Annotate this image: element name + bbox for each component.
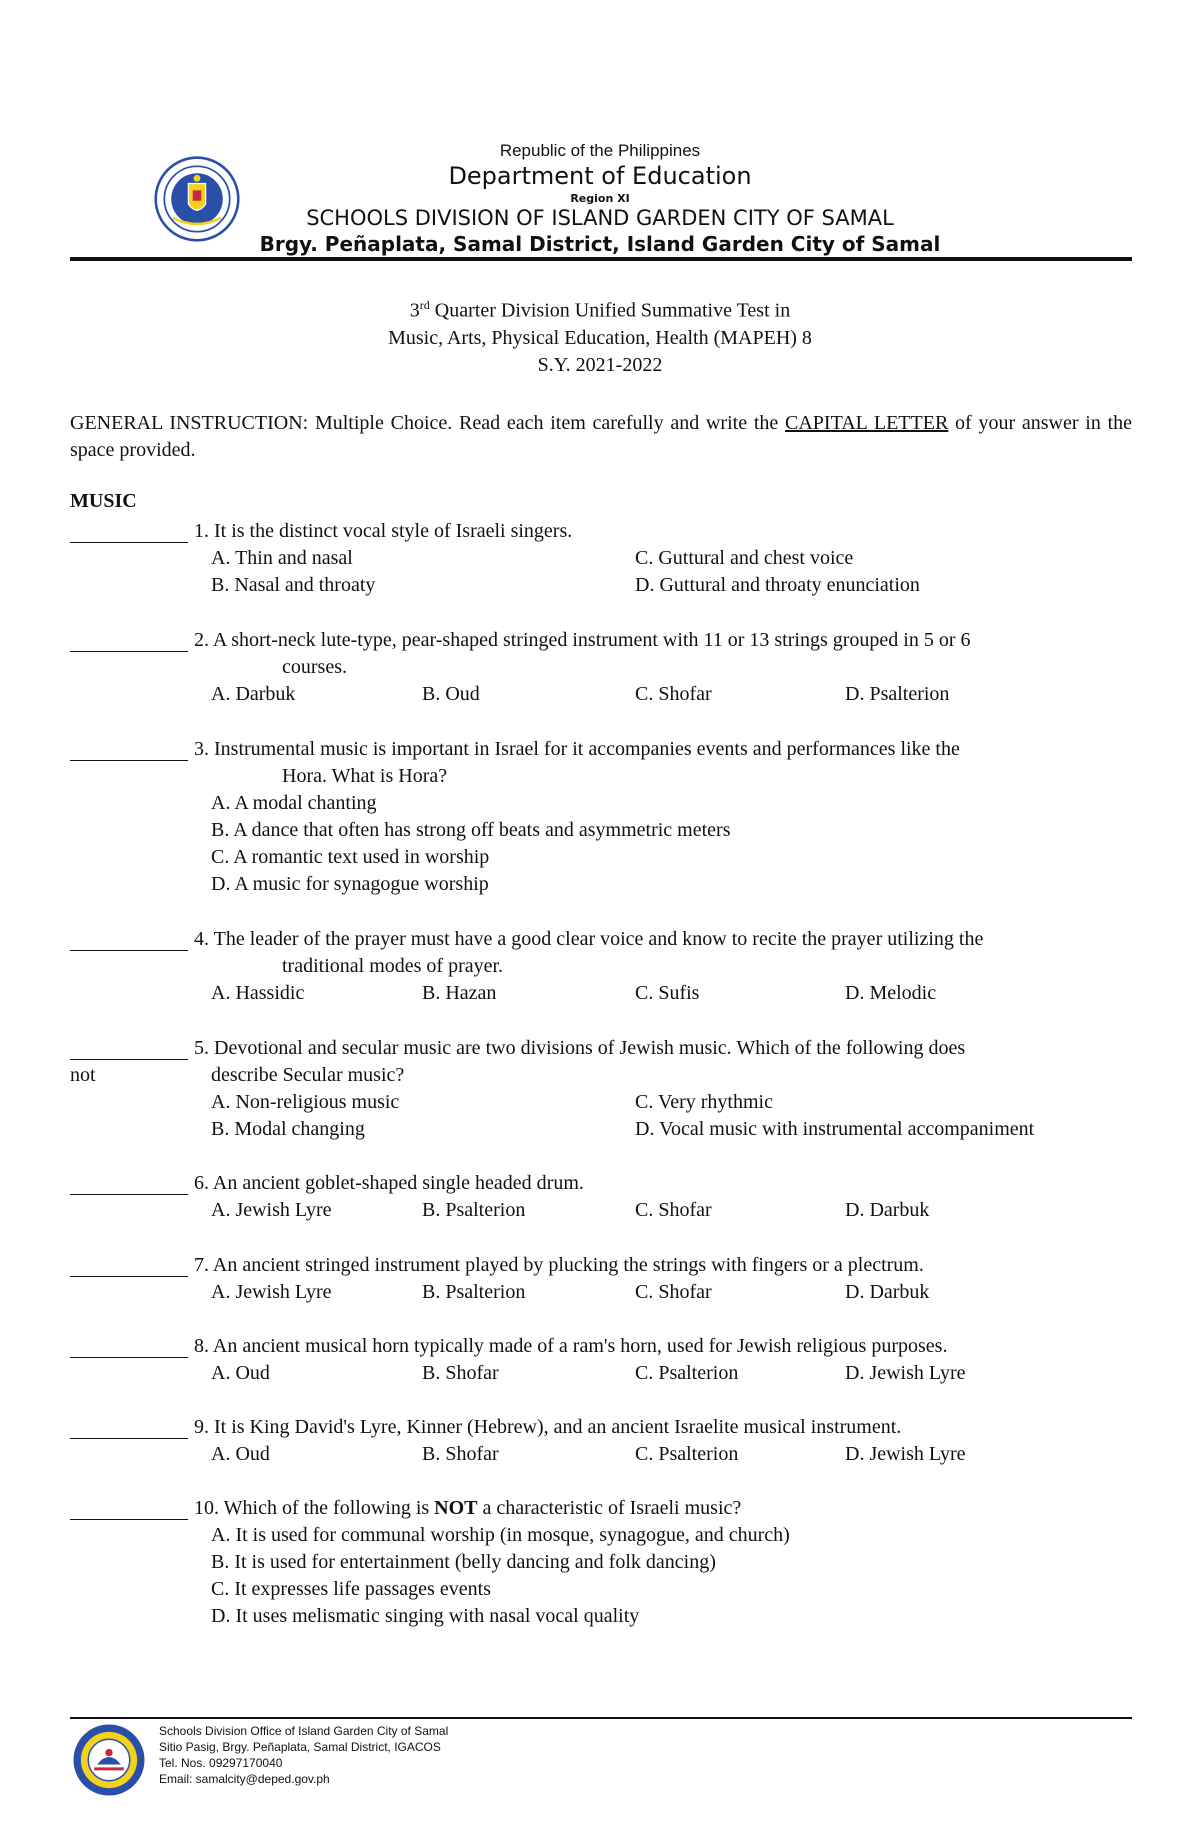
option-d: D. Guttural and throaty enunciation [635,574,920,596]
question-stem: 3. Instrumental music is important in Israel for it accompanies events and performances like the [194,738,960,760]
answer-blank[interactable] [70,1252,188,1277]
option-a: A. Hassidic [211,982,305,1004]
test-title-block [0,292,1200,379]
option-a: A. Jewish Lyre [211,1199,332,1221]
footer-contact [159,1723,448,1787]
question-stem-cont: Hora. What is Hora? [282,765,448,787]
option-d: D. Psalterion [845,683,950,705]
option-b: B. A dance that often has strong off beats and asymmetric meters [211,819,731,841]
question-stem: 2. A short-neck lute-type, pear-shaped stringed instrument with 11 or 13 strings grouped in 5 or 6 [194,629,971,651]
not-emphasis: NOT [434,1497,478,1519]
option-b: B. Shofar [422,1362,499,1384]
option-b: B. It is used for entertainment (belly dancing and folk dancing) [211,1551,716,1573]
answer-blank[interactable] [70,1495,188,1520]
question-stem-cont: traditional modes of prayer. [282,955,504,977]
school-year: S.Y. 2021-2022 [537,353,663,376]
division-seal-icon [72,1723,146,1797]
option-d: D. Darbuk [845,1281,930,1303]
question-stem: 6. An ancient goblet-shaped single headed drum. [194,1172,584,1194]
department-label: Department of Education [448,162,752,190]
question-stem: 4. The leader of the prayer must have a good clear voice and know to recite the prayer utilizing the [194,928,984,950]
question-stem-cont: courses. [282,656,347,678]
option-b: B. Psalterion [422,1199,526,1221]
general-instruction: GENERAL INSTRUCTION: Multiple Choice. Read each item carefully and write the CAPITAL LETTER of your answer in the space provided. [70,412,1133,461]
question-stem: 10. Which of the following is NOT a characteristic of Israeli music? [194,1497,742,1519]
option-a: A. Thin and nasal [211,547,353,569]
option-a: A. Darbuk [211,683,296,705]
option-a: A. A modal chanting [211,792,377,814]
capital-letter-emphasis: CAPITAL LETTER [785,412,949,434]
footer-divider [70,1717,1132,1719]
option-d: D. Jewish Lyre [845,1443,966,1465]
question-stem: 7. An ancient stringed instrument played by plucking the strings with fingers or a plectrum. [194,1254,924,1276]
question-stem-cont: describe Secular music? [211,1064,405,1086]
question-stem: 5. Devotional and secular music are two divisions of Jewish music. Which of the following does [194,1037,966,1059]
option-b: B. Modal changing [211,1118,365,1140]
test-subject: Music, Arts, Physical Education, Health (MAPEH) 8 [388,326,812,349]
answer-blank[interactable] [70,736,188,761]
republic-label: Republic of the Philippines [499,141,701,160]
option-c: C. Shofar [635,1281,712,1303]
header-divider [70,257,1132,261]
option-d: D. Darbuk [845,1199,930,1221]
option-c: C. Psalterion [635,1443,739,1465]
option-a: A. Non-religious music [211,1091,400,1113]
option-b: B. Oud [422,683,480,705]
answer-blank[interactable] [70,627,188,652]
question-stem-not: not [70,1064,96,1086]
option-d: D. A music for synagogue worship [211,873,489,895]
footer-email[interactable]: Email: samalcity@deped.gov.ph [159,1772,330,1786]
footer-address: Sitio Pasig, Brgy. Peñaplata, Samal District, IGACOS [159,1740,441,1754]
option-d: D. Melodic [845,982,937,1004]
footer-tel: Tel. Nos. 09297170040 [159,1756,283,1770]
option-a: A. Oud [211,1362,270,1384]
option-c: C. Shofar [635,683,712,705]
question-stem: 9. It is King David's Lyre, Kinner (Hebrew), and an ancient Israelite musical instrument. [194,1416,902,1438]
option-b: B. Psalterion [422,1281,526,1303]
test-title: 3rd Quarter Division Unified Summative Test in [409,298,791,322]
option-d: D. It uses melismatic singing with nasal vocal quality [211,1605,640,1627]
answer-blank[interactable] [70,1333,188,1358]
option-c: C. Shofar [635,1199,712,1221]
section-title: MUSIC [70,490,137,512]
option-c: C. A romantic text used in worship [211,846,490,868]
option-c: C. Guttural and chest voice [635,547,854,569]
option-c: C. Psalterion [635,1362,739,1384]
answer-blank[interactable] [70,1414,188,1439]
option-a: A. It is used for communal worship (in mosque, synagogue, and church) [211,1524,790,1546]
option-c: C. Sufis [635,982,700,1004]
division-label: SCHOOLS DIVISION OF ISLAND GARDEN CITY OF SAMAL [306,206,894,230]
answer-blank[interactable] [70,1035,188,1060]
option-c: C. Very rhythmic [635,1091,773,1113]
question-stem: 1. It is the distinct vocal style of Israeli singers. [194,520,573,542]
question-stem: 8. An ancient musical horn typically made of a ram's horn, used for Jewish religious purposes. [194,1335,948,1357]
option-b: B. Shofar [422,1443,499,1465]
option-a: A. Jewish Lyre [211,1281,332,1303]
answer-blank[interactable] [70,518,188,543]
option-d: D. Vocal music with instrumental accompaniment [635,1118,1035,1140]
option-c: C. It expresses life passages events [211,1578,491,1600]
option-b: B. Hazan [422,982,497,1004]
address-label: Brgy. Peñaplata, Samal District, Island Garden City of Samal [259,232,941,256]
letterhead [0,0,1200,262]
region-label: Region XI [570,192,630,205]
answer-blank[interactable] [70,926,188,951]
option-a: A. Oud [211,1443,270,1465]
option-b: B. Nasal and throaty [211,574,376,596]
option-d: D. Jewish Lyre [845,1362,966,1384]
answer-blank[interactable] [70,1170,188,1195]
footer-office: Schools Division Office of Island Garden City of Samal [159,1724,449,1738]
